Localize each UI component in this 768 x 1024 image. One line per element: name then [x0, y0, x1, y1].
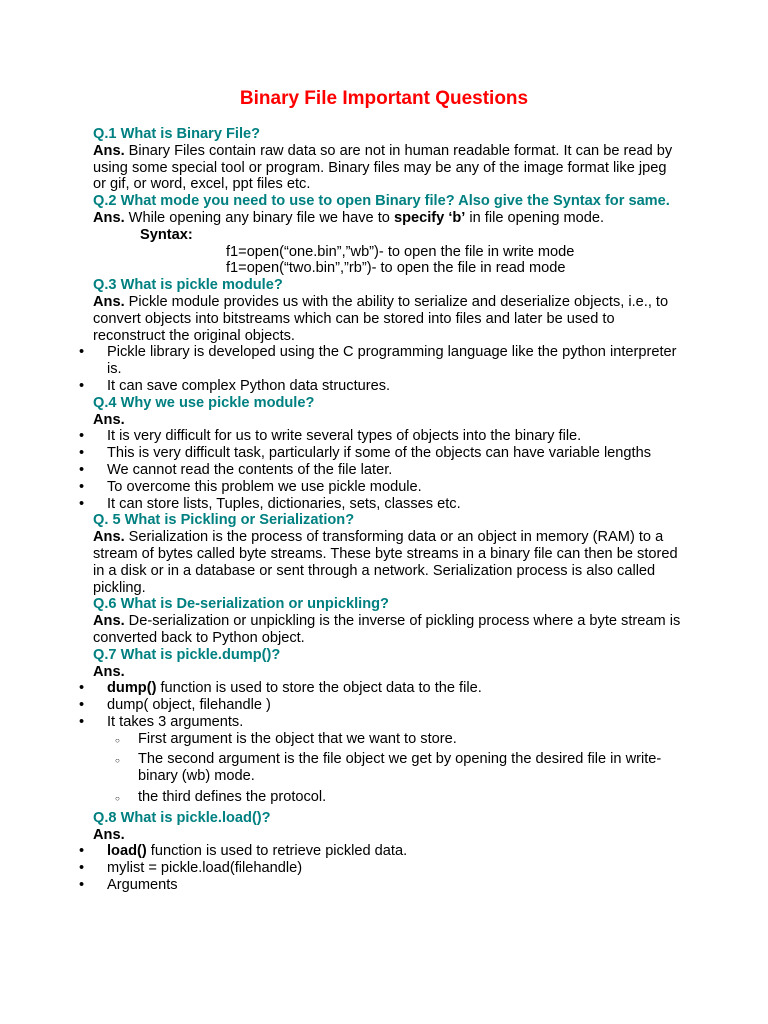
ans-label: Ans.	[93, 663, 125, 680]
answer-1	[93, 143, 683, 193]
answer-2-text-post: in file opening mode.	[465, 209, 605, 226]
list-item: • It can store lists, Tuples, dictionaries, sets, classes etc.	[93, 496, 683, 513]
answer-3-text: Pickle module provides us with the ability to serialize and deserialize objects, i.e., to convert objects into bitstreams which can be stored into files and later be used to reconstruct the original objects.	[93, 293, 669, 344]
answer-6	[93, 613, 683, 647]
answer-5-text: Serialization is the process of transforming data or an object in memory (RAM) to a stream of bytes called byte streams. These byte streams in a binary file can then be stored in a disk or in a database or sent through a network. Serialization process is also called pickling.	[93, 529, 678, 596]
syntax-line-2: f1=open(“two.bin”,”rb”)- to open the file in read mode	[226, 260, 566, 277]
answer-6-text: De-serialization or unpickling is the inverse of pickling process where a byte stream is converted back to Python object.	[93, 613, 681, 646]
list-item: • This is very difficult task, particularly if some of the objects can have variable lengths	[93, 445, 683, 462]
q7-bullet-list	[93, 680, 683, 730]
q8-bullet-list	[93, 843, 683, 893]
q4-bullet-list	[93, 428, 683, 512]
list-item: • It can save complex Python data structures.	[93, 378, 683, 395]
ans-label: Ans.	[93, 529, 125, 546]
answer-5	[93, 529, 683, 596]
load-function-name: load()	[107, 843, 147, 860]
list-item: • To overcome this problem we use pickle module.	[93, 479, 683, 496]
question-4: Q.4 Why we use pickle module?	[93, 394, 315, 411]
q3-bullet-list	[93, 344, 683, 394]
answer-1-text: Binary Files contain raw data so are not in human readable format. It can be read by using some special tool or program. Binary files may be any of the image format like jpeg or gif, or word, excel, ppt files etc.	[93, 142, 673, 193]
syntax-line-1: f1=open(“one.bin”,”wb”)- to open the file in write mode	[226, 243, 575, 260]
list-item: • It is very difficult for us to write several types of objects into the binary file.	[93, 428, 683, 445]
dump-function-desc: function is used to store the object data to the file.	[156, 680, 482, 697]
list-item: • Arguments	[93, 877, 683, 894]
answer-3	[93, 294, 683, 344]
sub-list-item: ○ The second argument is the file object we get by opening the desired file in write-binary (wb) mode.	[93, 751, 683, 785]
question-2: Q.2 What mode you need to use to open Binary file? Also give the Syntax for same.	[93, 193, 670, 210]
ans-label: Ans.	[93, 826, 125, 843]
list-item: • It takes 3 arguments.	[93, 714, 683, 731]
ans-label: Ans.	[93, 613, 125, 630]
list-item: • We cannot read the contents of the file later.	[93, 462, 683, 479]
ans-label: Ans.	[93, 209, 125, 226]
q7-sub-list	[93, 731, 683, 806]
question-5: Q. 5 What is Pickling or Serialization?	[93, 512, 355, 529]
question-3: Q.3 What is pickle module?	[93, 277, 283, 294]
list-item: • mylist = pickle.load(filehandle)	[93, 860, 683, 877]
question-6: Q.6 What is De-serialization or unpickling?	[93, 596, 389, 613]
list-item	[93, 680, 683, 697]
sub-list-item: ○ the third defines the protocol.	[93, 789, 683, 806]
question-8: Q.8 What is pickle.load()?	[93, 809, 271, 826]
answer-2-text-pre: While opening any binary file we have to	[124, 209, 394, 226]
document-body	[93, 126, 683, 894]
syntax-label: Syntax:	[140, 226, 193, 243]
dump-function-name: dump()	[107, 680, 157, 697]
page-title: Binary File Important Questions	[239, 88, 529, 109]
answer-2-text-bold: specify ‘b’	[393, 209, 466, 226]
list-item: • dump( object, filehandle )	[93, 697, 683, 714]
ans-label: Ans.	[93, 293, 125, 310]
sub-list-item: ○ First argument is the object that we want to store.	[93, 731, 683, 748]
ans-label: Ans.	[93, 411, 125, 428]
load-function-desc: function is used to retrieve pickled data.	[146, 843, 408, 860]
list-item: • Pickle library is developed using the C programming language like the python interpreter is.	[93, 344, 683, 378]
question-7: Q.7 What is pickle.dump()?	[93, 646, 281, 663]
list-item	[93, 843, 683, 860]
answer-2	[93, 210, 683, 227]
question-1: Q.1 What is Binary File?	[93, 126, 261, 142]
ans-label: Ans.	[93, 142, 125, 159]
